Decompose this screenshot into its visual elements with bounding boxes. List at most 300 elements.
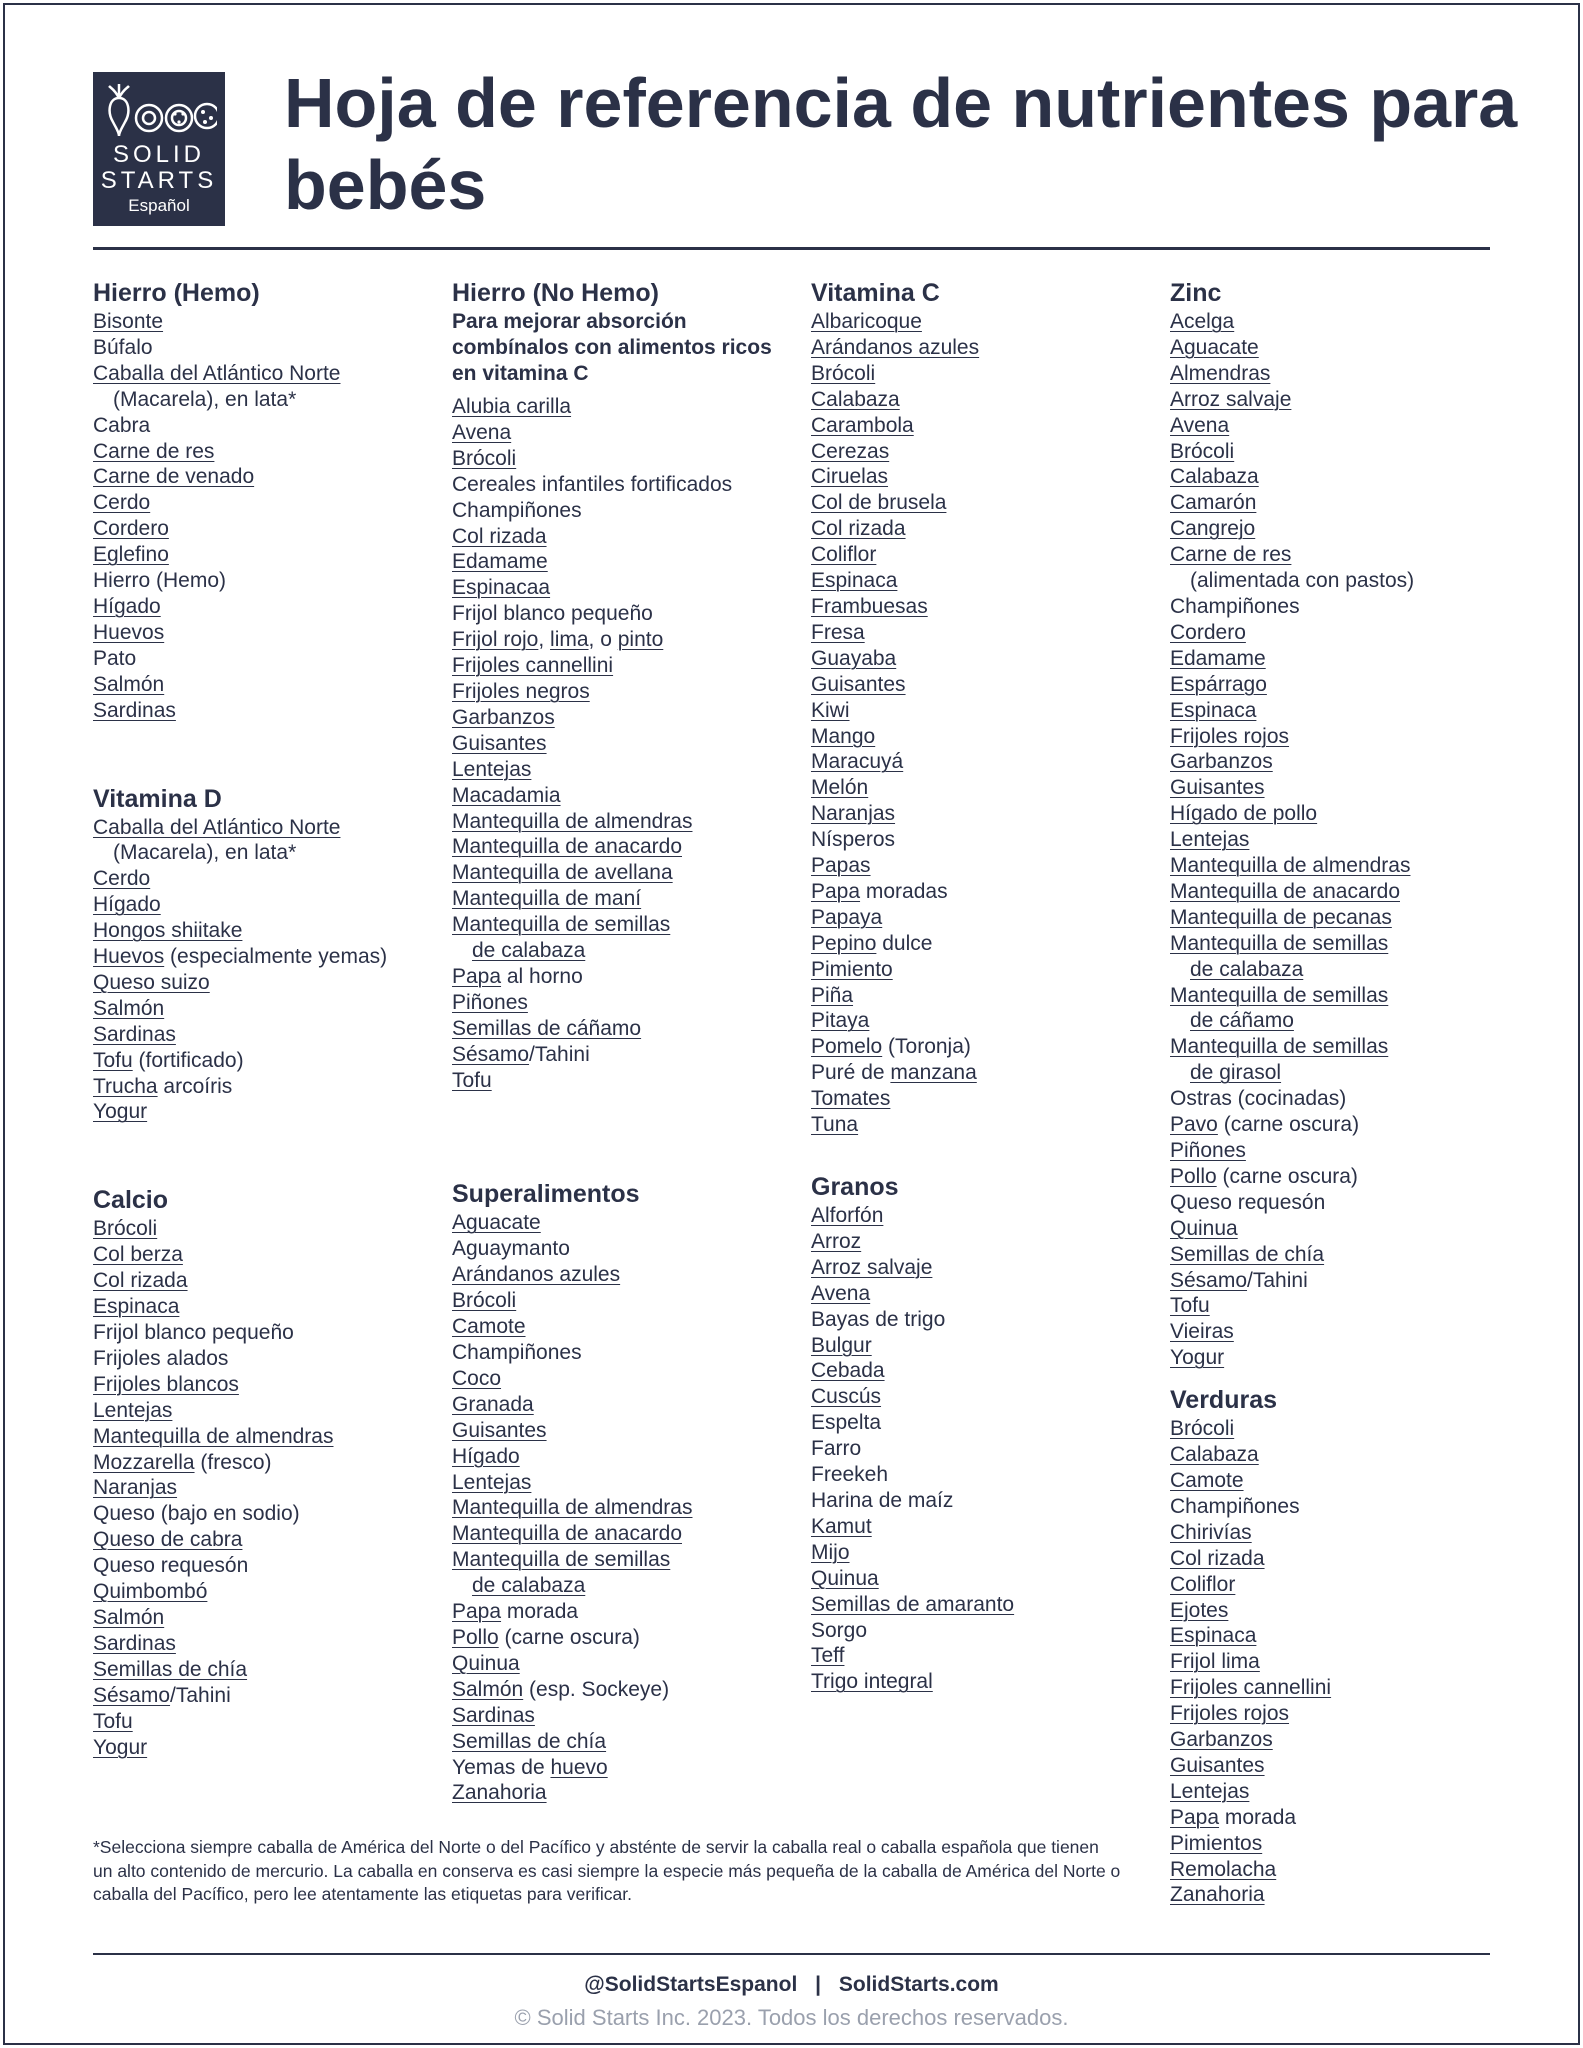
food-item [811, 1514, 1161, 1540]
food-link[interactable]: Espárrago [1170, 672, 1267, 696]
food-link[interactable]: de girasol [1190, 1061, 1282, 1085]
food-link[interactable]: Papa [1170, 1805, 1220, 1829]
food-text: Puré de [811, 1061, 891, 1085]
food-item [1170, 387, 1520, 413]
food-link[interactable]: Mozzarella [93, 1450, 195, 1474]
food-link[interactable]: Acelga [1170, 310, 1235, 333]
food-link[interactable]: Brócoli [1170, 439, 1235, 463]
food-text: Champiñones [1170, 594, 1300, 618]
food-item [811, 1060, 1161, 1086]
food-link[interactable]: Garbanzos [452, 705, 555, 729]
food-item [93, 1475, 443, 1501]
food-link[interactable]: Hígado [452, 1444, 520, 1468]
food-item [452, 860, 802, 886]
food-item [1170, 1268, 1520, 1294]
food-link[interactable]: Arroz [811, 1229, 862, 1253]
food-item [452, 1703, 802, 1729]
food-link[interactable]: Cordero [1170, 620, 1246, 644]
food-item [811, 1410, 1161, 1436]
food-item [1170, 464, 1520, 490]
food-item [1170, 568, 1520, 594]
food-link[interactable]: Trigo integral [811, 1670, 933, 1694]
food-item [811, 516, 1161, 542]
food-link[interactable]: Cordero [93, 517, 169, 541]
food-link[interactable]: Papa [452, 1600, 502, 1624]
food-link[interactable]: Quinua [811, 1566, 879, 1590]
food-link[interactable]: Quinua [1170, 1216, 1238, 1240]
food-link[interactable]: Mantequilla de anacardo [452, 835, 682, 859]
food-item [93, 542, 443, 568]
food-link[interactable]: Avena [811, 1281, 871, 1305]
food-link[interactable]: Col berza [93, 1243, 183, 1267]
food-text: Aguaymanto [452, 1237, 570, 1261]
food-link[interactable]: Mantequilla de semillas [452, 913, 671, 937]
food-text: Champiñones [452, 498, 582, 522]
column-3 [811, 278, 1161, 1695]
food-item [93, 672, 443, 698]
food-item [811, 1086, 1161, 1112]
food-item [93, 646, 443, 672]
food-link[interactable]: Garbanzos [1170, 750, 1273, 774]
food-item [93, 918, 443, 944]
food-link[interactable]: Cebada [811, 1359, 885, 1383]
food-link[interactable]: Col rizada [452, 524, 547, 548]
food-item [93, 361, 443, 387]
food-link[interactable]: Brócoli [811, 361, 876, 385]
food-link[interactable]: Espinaca [1170, 1624, 1257, 1648]
food-link[interactable]: Salmón [452, 1677, 524, 1701]
food-link[interactable]: Carne de res [93, 439, 215, 463]
food-link[interactable]: Mantequilla de semillas [452, 1548, 671, 1572]
food-link[interactable]: Melón [811, 776, 869, 800]
food-text: Queso requesón [1170, 1190, 1326, 1214]
logo-line-3: Español [128, 196, 190, 215]
food-link[interactable]: Papas [811, 854, 871, 878]
food-link[interactable]: Vieiras [1170, 1320, 1234, 1344]
food-link[interactable]: Mantequilla de almendras [93, 1424, 334, 1448]
food-link[interactable]: Sésamo [93, 1683, 171, 1707]
food-link[interactable]: Mantequilla de anacardo [452, 1522, 682, 1546]
food-item [1170, 853, 1520, 879]
food-item [452, 1314, 802, 1340]
food-link[interactable]: Hígado [93, 594, 161, 618]
food-link[interactable]: Arroz salvaje [1170, 387, 1292, 411]
food-link[interactable]: Zanahoria [1170, 1883, 1265, 1907]
food-link[interactable]: Sardinas [93, 1022, 176, 1046]
food-item [1170, 1319, 1520, 1345]
food-text: al horno [501, 964, 583, 988]
food-item [93, 1216, 443, 1242]
food-link[interactable]: Garbanzos [1170, 1728, 1273, 1752]
food-link[interactable]: Ciruelas [811, 465, 889, 489]
food-link[interactable]: Guisantes [1170, 1753, 1265, 1777]
copyright: © Solid Starts Inc. 2023. Todos los derechos reservados. [514, 2005, 1069, 2030]
food-link[interactable]: Aguacate [452, 1211, 541, 1235]
food-link[interactable]: Coliflor [811, 543, 877, 567]
food-link[interactable]: Semillas de chía [93, 1657, 248, 1681]
food-link[interactable]: Avena [1170, 413, 1230, 437]
food-link[interactable]: Semillas de chía [452, 1729, 607, 1753]
food-link[interactable]: Papa [811, 879, 861, 903]
food-link[interactable]: Almendras [1170, 361, 1271, 385]
food-link[interactable]: Camarón [1170, 491, 1257, 515]
food-link[interactable]: Teff [811, 1644, 845, 1668]
food-link[interactable]: Lentejas [452, 1470, 532, 1494]
food-link[interactable]: Eglefino [93, 543, 169, 567]
food-link[interactable]: Tofu [93, 1709, 133, 1733]
food-link[interactable]: Quinua [452, 1651, 520, 1675]
food-item [452, 549, 802, 575]
food-link[interactable]: Arándanos azules [811, 335, 980, 359]
food-link[interactable]: Frijoles blancos [93, 1372, 239, 1396]
food-text: arcoíris [157, 1074, 233, 1098]
food-item [93, 1631, 443, 1657]
food-link[interactable]: Sardinas [93, 1631, 176, 1655]
food-item [1170, 1572, 1520, 1598]
section-title: Superalimentos [452, 1180, 640, 1209]
food-text: Nísperos [811, 828, 896, 852]
food-link[interactable]: Mantequilla de semillas [1170, 931, 1389, 955]
food-text: Champiñones [452, 1341, 582, 1364]
food-link[interactable]: Frijoles rojos [1170, 724, 1290, 748]
food-item [1170, 879, 1520, 905]
food-link[interactable]: Hígado de pollo [1170, 802, 1318, 826]
food-link[interactable]: Coliflor [1170, 1572, 1236, 1596]
food-link[interactable]: Pollo [1170, 1164, 1217, 1188]
food-link[interactable]: Carne de res [1170, 543, 1292, 567]
food-item [452, 420, 802, 446]
food-link[interactable]: Calabaza [811, 387, 900, 411]
food-item [1170, 1520, 1520, 1546]
food-link[interactable]: Tofu [1170, 1294, 1210, 1318]
food-item [452, 1366, 802, 1392]
food-item [452, 1677, 802, 1703]
food-item [811, 1669, 1161, 1695]
food-item [811, 1566, 1161, 1592]
food-link[interactable]: Queso suizo [93, 970, 210, 994]
food-item [93, 1683, 443, 1709]
food-item [811, 568, 1161, 594]
food-link[interactable]: de cáñamo [1190, 1009, 1294, 1033]
food-link[interactable]: Brócoli [1170, 1417, 1235, 1441]
food-text: Pato [93, 646, 137, 670]
website-link[interactable]: SolidStarts.com [838, 1973, 999, 1996]
food-link[interactable]: Mantequilla de almendras [452, 809, 693, 833]
food-link[interactable]: Col rizada [1170, 1546, 1265, 1570]
section-title: Hierro (No Hemo) [452, 279, 659, 307]
food-link[interactable]: Col rizada [811, 517, 906, 541]
food-item [93, 996, 443, 1022]
food-item [811, 1618, 1161, 1644]
food-link[interactable]: Pollo [452, 1625, 499, 1649]
food-link[interactable]: Kamut [811, 1514, 872, 1538]
food-item [452, 731, 802, 757]
food-link[interactable]: Fresa [811, 620, 865, 644]
food-link[interactable]: Pomelo [811, 1035, 883, 1059]
food-item [1170, 1034, 1520, 1060]
food-text: , o [588, 628, 618, 652]
food-link[interactable]: Lentejas [1170, 828, 1250, 852]
food-link[interactable]: Mijo [811, 1540, 850, 1564]
food-link[interactable]: Espinacaa [452, 576, 551, 600]
food-item [93, 1022, 443, 1048]
food-item [1170, 1805, 1520, 1831]
food-link[interactable]: Avena [452, 420, 512, 444]
food-link[interactable]: Alforfón [811, 1204, 884, 1227]
food-link[interactable]: Frijoles negros [452, 679, 590, 703]
footnote: *Selecciona siempre caballa de América del Norte o del Pacífico y absténte de servir la caballa real o caballa española que tienen un alto contenido de mercurio. La caballa en conserva es casi siempre la especie más pequeña de la caballa de América del Norte o caballa del Pacífico, pero lee atentamente las etiquetas para verificar. [93, 1837, 1121, 1904]
food-link[interactable]: Sardinas [93, 698, 176, 722]
food-link[interactable]: Pepino [811, 931, 877, 955]
food-link[interactable]: Semillas de chía [1170, 1242, 1325, 1266]
food-link[interactable]: Granada [452, 1392, 534, 1416]
food-link[interactable]: Mantequilla de pecanas [1170, 905, 1392, 929]
food-link[interactable]: manzana [890, 1061, 977, 1085]
food-link[interactable]: Albaricoque [811, 310, 922, 333]
food-text: morada [1219, 1805, 1297, 1829]
food-link[interactable]: Cerezas [811, 439, 890, 463]
food-item [452, 575, 802, 601]
food-link[interactable]: Col rizada [93, 1269, 188, 1293]
food-item [93, 309, 443, 335]
food-item [1170, 1727, 1520, 1753]
food-link[interactable]: Huevos [93, 945, 165, 969]
food-link[interactable]: huevo [550, 1755, 608, 1779]
food-link[interactable]: Col de brusela [811, 491, 947, 515]
food-item [452, 964, 802, 990]
food-item [1170, 1216, 1520, 1242]
food-link[interactable]: Coco [452, 1366, 502, 1390]
food-link[interactable]: Tofu [93, 1048, 133, 1072]
food-item [811, 490, 1161, 516]
food-link[interactable]: Pitaya [811, 1009, 870, 1033]
food-item [1170, 1831, 1520, 1857]
food-list [452, 394, 802, 1093]
food-item [93, 1074, 443, 1100]
food-link[interactable]: Sésamo [452, 1042, 530, 1066]
food-link[interactable]: Maracuyá [811, 750, 904, 774]
food-item [1170, 1753, 1520, 1779]
food-link[interactable]: Hígado [93, 893, 161, 917]
social-handle-link[interactable]: @SolidStartsEspanol [584, 1973, 798, 1996]
food-item [452, 524, 802, 550]
food-link[interactable]: Kiwi [811, 698, 850, 722]
food-link[interactable]: Camote [1170, 1468, 1244, 1492]
food-link[interactable]: Guisantes [452, 1418, 547, 1442]
food-link[interactable]: Piñones [452, 990, 528, 1014]
food-link[interactable]: Yogur [1170, 1346, 1225, 1370]
food-item [452, 938, 802, 964]
food-link[interactable]: Frijoles cannellini [1170, 1676, 1332, 1700]
food-item [811, 464, 1161, 490]
food-link[interactable]: de calabaza [472, 939, 586, 963]
food-link[interactable]: Tuna [811, 1113, 859, 1137]
food-link[interactable]: Carne de venado [93, 465, 255, 489]
food-link[interactable]: Cangrejo [1170, 517, 1256, 541]
food-link[interactable]: Caballa del Atlántico Norte [93, 361, 341, 385]
food-link[interactable]: Pimiento [811, 957, 893, 981]
food-link[interactable]: Brócoli [93, 1217, 158, 1241]
food-link[interactable]: Guayaba [811, 646, 897, 670]
food-link[interactable]: Mango [811, 724, 876, 748]
food-item [811, 1462, 1161, 1488]
solid-starts-logo [93, 72, 225, 226]
section-superalimentos [452, 1179, 802, 1806]
food-link[interactable]: pinto [617, 628, 664, 652]
food-link[interactable]: Piñones [1170, 1139, 1246, 1162]
section-title: Vitamina C [811, 279, 940, 307]
food-link[interactable]: Naranjas [811, 802, 896, 826]
food-link[interactable]: Cerdo [93, 867, 151, 891]
food-link[interactable]: Sésamo [1170, 1268, 1248, 1292]
food-link[interactable]: Mantequilla de semillas [1170, 983, 1389, 1007]
food-item [93, 620, 443, 646]
food-link[interactable]: Espinaca [1170, 698, 1257, 722]
food-item [93, 1553, 443, 1579]
food-link[interactable]: Sardinas [452, 1703, 535, 1727]
food-item [811, 1008, 1161, 1034]
food-link[interactable]: Cerdo [93, 491, 151, 515]
food-text: /Tahini [170, 1683, 231, 1707]
food-link[interactable]: Quimbombó [93, 1580, 208, 1604]
food-link[interactable]: Ejotes [1170, 1598, 1229, 1622]
section-title: Hierro (Hemo) [93, 279, 260, 307]
food-item [811, 931, 1161, 957]
food-item [1170, 646, 1520, 672]
food-link[interactable]: de calabaza [1190, 957, 1304, 981]
food-link[interactable]: Salmón [93, 1605, 165, 1629]
food-item [1170, 672, 1520, 698]
food-link[interactable]: Mantequilla de maní [452, 887, 642, 911]
food-link[interactable]: lima [550, 628, 589, 652]
food-link[interactable]: Naranjas [93, 1476, 178, 1500]
food-text: Cereales infantiles fortificados [452, 472, 733, 496]
food-item [93, 1320, 443, 1346]
food-link[interactable]: Pimientos [1170, 1831, 1263, 1855]
food-link[interactable]: Aguacate [1170, 335, 1259, 359]
food-link[interactable]: Semillas de cáñamo [452, 1016, 642, 1040]
food-link[interactable]: Cuscús [811, 1385, 882, 1409]
food-link[interactable]: Lentejas [452, 757, 532, 781]
food-link[interactable]: Tomates [811, 1087, 891, 1111]
food-item [1170, 309, 1520, 335]
section-granos [811, 1172, 1161, 1695]
food-link[interactable]: Yogur [93, 1735, 148, 1759]
food-link[interactable]: Bisonte [93, 310, 164, 333]
food-link[interactable]: Mantequilla de almendras [1170, 854, 1411, 878]
food-link[interactable]: Chirivías [1170, 1520, 1252, 1544]
food-link[interactable]: Tofu [452, 1068, 492, 1092]
food-link[interactable]: Caballa del Atlántico Norte [93, 815, 341, 839]
food-list [452, 1210, 802, 1806]
food-link[interactable]: Papa [452, 964, 502, 988]
food-link[interactable]: Espinaca [93, 1295, 180, 1319]
food-link[interactable]: Lentejas [93, 1398, 173, 1422]
food-text: (Toronja) [882, 1035, 971, 1059]
food-link[interactable]: Frijoles cannellini [452, 654, 614, 678]
food-link[interactable]: Espinaca [811, 569, 898, 593]
food-link[interactable]: Mantequilla de avellana [452, 861, 673, 885]
column-1 [93, 278, 443, 1760]
food-item [452, 1495, 802, 1521]
food-text: Frijol blanco pequeño [452, 602, 653, 626]
food-link[interactable]: Calabaza [1170, 465, 1259, 489]
food-link[interactable]: Arroz salvaje [811, 1255, 933, 1279]
food-link[interactable]: Guisantes [452, 731, 547, 755]
food-item [93, 1424, 443, 1450]
food-item [452, 1016, 802, 1042]
food-item [93, 1657, 443, 1683]
food-link[interactable]: Guisantes [1170, 776, 1265, 800]
food-text: Queso (bajo en sodio) [93, 1502, 300, 1526]
food-link[interactable]: Calabaza [1170, 1443, 1259, 1467]
food-link[interactable]: Remolacha [1170, 1857, 1277, 1881]
food-link[interactable]: Trucha [93, 1074, 158, 1098]
food-item [93, 1579, 443, 1605]
food-link[interactable]: Zanahoria [452, 1781, 547, 1805]
food-item [1170, 983, 1520, 1009]
food-link[interactable]: Guisantes [811, 672, 906, 696]
food-item [452, 757, 802, 783]
food-item [93, 387, 443, 413]
food-link[interactable]: Mantequilla de almendras [452, 1496, 693, 1520]
food-item [1170, 594, 1520, 620]
food-link[interactable]: de calabaza [472, 1574, 586, 1598]
food-link[interactable]: Alubia carilla [452, 395, 572, 418]
food-item [1170, 827, 1520, 853]
food-link[interactable]: Pavo [1170, 1113, 1218, 1137]
food-item [1170, 801, 1520, 827]
food-link[interactable]: Mantequilla de semillas [1170, 1035, 1389, 1059]
food-link[interactable]: Frijol lima [1170, 1650, 1260, 1674]
food-link[interactable]: Semillas de amaranto [811, 1592, 1015, 1616]
food-link[interactable]: Arándanos azules [452, 1263, 621, 1287]
food-item [1170, 620, 1520, 646]
food-link[interactable]: Huevos [93, 620, 165, 644]
food-item [811, 801, 1161, 827]
food-link[interactable]: Frijoles rojos [1170, 1702, 1290, 1726]
food-list [1170, 309, 1520, 1371]
food-link[interactable]: Salmón [93, 672, 165, 696]
food-item [811, 335, 1161, 361]
food-link[interactable]: Carambola [811, 413, 914, 437]
food-link[interactable]: Queso de cabra [93, 1528, 243, 1552]
food-link[interactable]: Lentejas [1170, 1779, 1250, 1803]
food-link[interactable]: Frijol rojo [452, 628, 539, 652]
food-link[interactable]: Macadamia [452, 783, 561, 807]
food-link[interactable]: Camote [452, 1315, 526, 1339]
food-item [1170, 516, 1520, 542]
food-text: (esp. Sockeye) [523, 1677, 670, 1701]
food-item [452, 446, 802, 472]
food-link[interactable]: Hongos shiitake [93, 919, 243, 943]
food-link[interactable]: Piña [811, 983, 854, 1007]
food-link[interactable]: Edamame [452, 550, 548, 574]
food-link[interactable]: Edamame [1170, 646, 1266, 670]
food-item [811, 1034, 1161, 1060]
food-item [452, 1755, 802, 1781]
food-link[interactable]: Salmón [93, 996, 165, 1020]
food-link[interactable]: Brócoli [452, 446, 517, 470]
food-link[interactable]: Frambuesas [811, 594, 928, 618]
food-item [452, 394, 802, 420]
food-link[interactable]: Brócoli [452, 1289, 517, 1313]
food-link[interactable]: Papaya [811, 905, 883, 929]
food-link[interactable]: Yogur [93, 1100, 148, 1124]
food-item [93, 698, 443, 724]
food-link[interactable]: Mantequilla de anacardo [1170, 879, 1400, 903]
food-link[interactable]: Bulgur [811, 1333, 872, 1357]
